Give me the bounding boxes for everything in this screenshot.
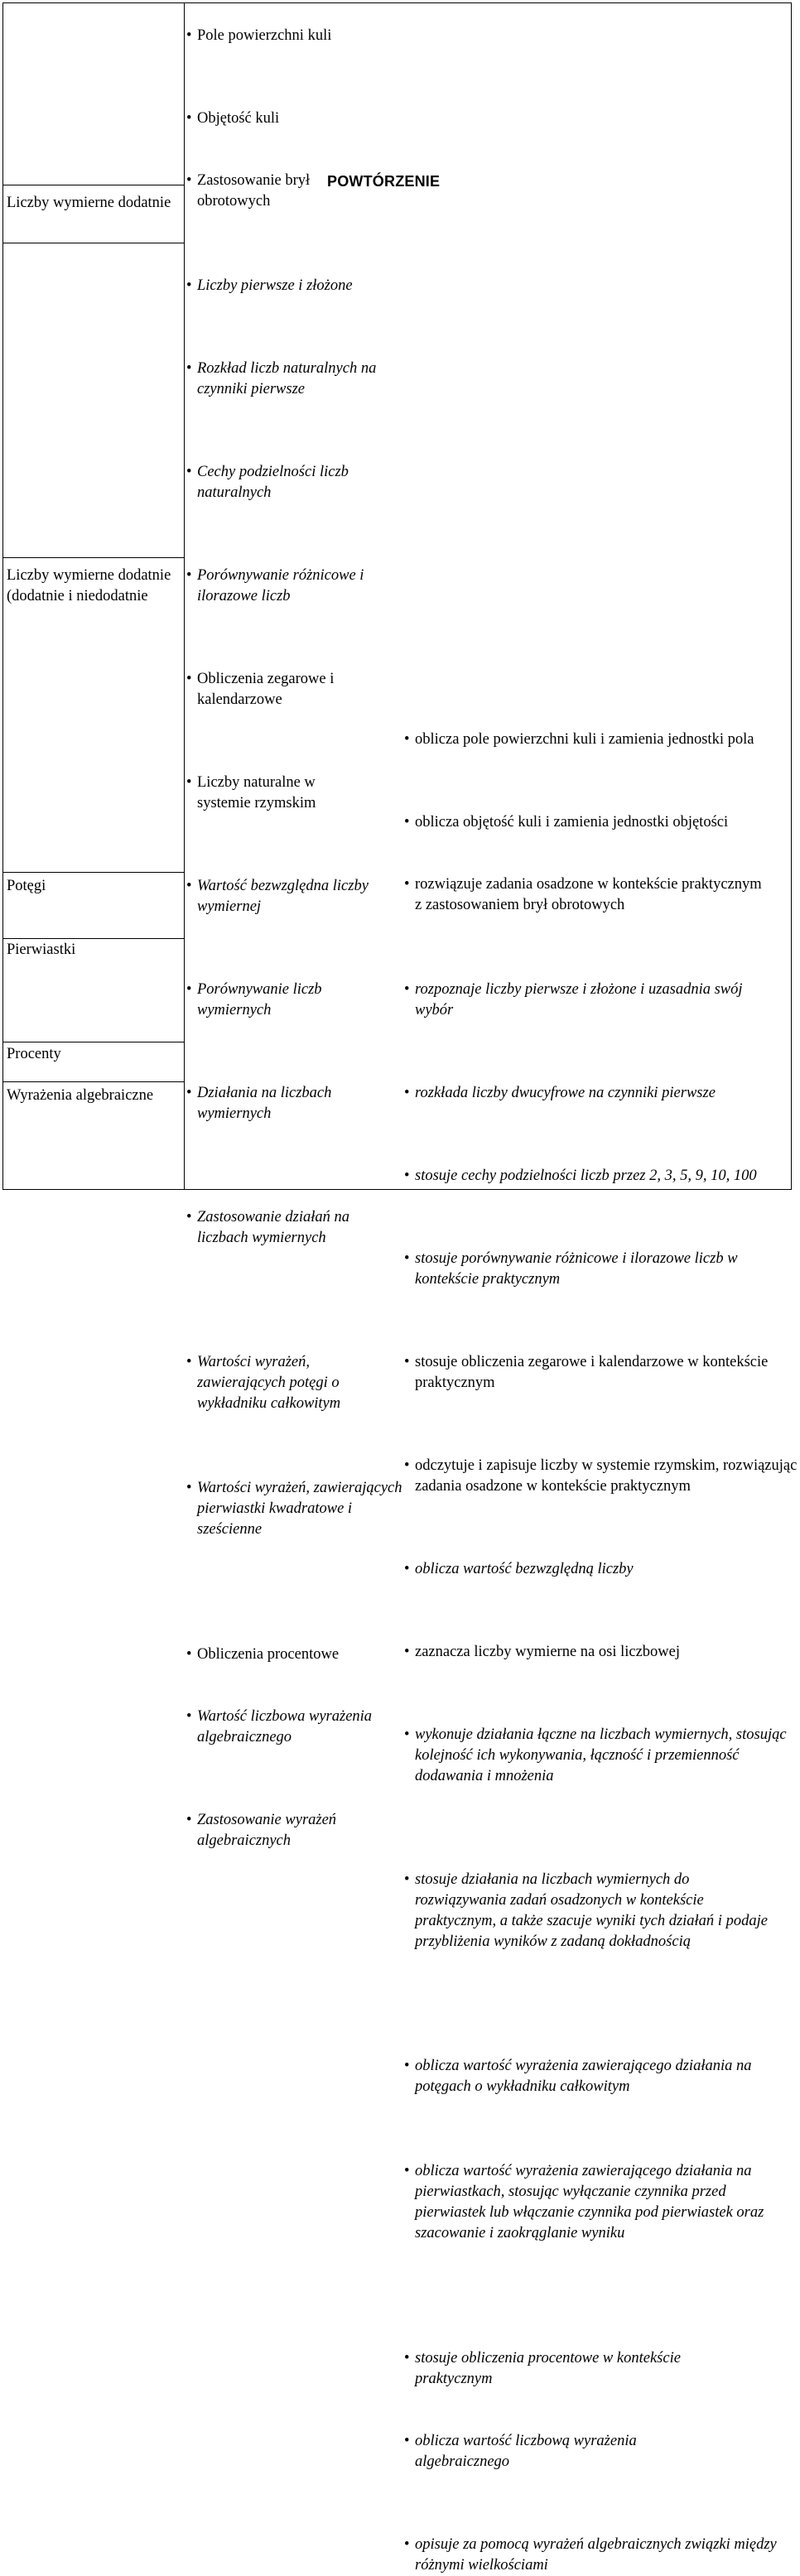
topic-item: • Porównywanie liczb wymiernych bbox=[186, 980, 363, 1021]
topic-item: • Obliczenia zegarowe i kalendarzowe bbox=[186, 669, 379, 710]
requirement-item: • stosuje cechy podzielności liczb przez 2, 3, 5, 9, 10, 100 bbox=[404, 1166, 800, 1187]
row-divider bbox=[2, 1081, 185, 1082]
topic-item: • Objętość kuli bbox=[186, 108, 408, 129]
requirement-item: • stosuje działania na liczbach wymiernych do rozwiązywania zadań osadzonych w kontekście praktycznym, a także szacuje wyniki tych działań i podaje przybliżenia wyników z zadaną dokładnością bbox=[404, 1870, 779, 1952]
topic-item: • Wartości wyrażeń, zawierających pierwiastki kwadratowe i sześcienne bbox=[186, 1478, 404, 1540]
requirement-item: • opisuje za pomocą wyrażeń algebraicznych związki między różnymi wielkościami bbox=[404, 2535, 800, 2576]
topic-item: • Liczby naturalne w systemie rzymskim bbox=[186, 773, 359, 814]
topic-item: • Zastosowanie wyrażeń algebraicznych bbox=[186, 1810, 388, 1851]
topic-item: • Wartość liczbowa wyrażenia algebraicznego bbox=[186, 1707, 408, 1748]
requirement-item: • oblicza objętość kuli i zamienia jednostki objętości bbox=[404, 812, 800, 833]
column-divider bbox=[184, 2, 185, 1190]
requirement-item: • zaznacza liczby wymierne na osi liczbowej bbox=[404, 1642, 800, 1663]
requirement-item: • wykonuje działania łączne na liczbach wymiernych, stosując kolejność ich wykonywania, łączność i przemienność dodawania i mnożenia bbox=[404, 1725, 800, 1787]
requirement-item: • odczytuje i zapisuje liczby w systemie rzymskim, rozwiązując zadania osadzone w kontekście praktycznym bbox=[404, 1456, 800, 1497]
category-cell: Potęgi bbox=[7, 878, 46, 894]
topic-item: • Zastosowanie działań na liczbach wymiernych bbox=[186, 1207, 396, 1249]
row-divider bbox=[2, 872, 185, 873]
topic-item: • Działania na liczbach wymiernych bbox=[186, 1083, 379, 1124]
requirement-item: • stosuje porównywanie różnicowe i ilorazowe liczb w kontekście praktycznym bbox=[404, 1249, 800, 1290]
topic-item: • Obliczenia procentowe bbox=[186, 1644, 408, 1665]
topic-item: • Wartość bezwzględna liczby wymiernej bbox=[186, 876, 375, 917]
row-divider bbox=[2, 938, 185, 939]
category-cell: Procenty bbox=[7, 1046, 61, 1062]
requirement-item: • rozwiązuje zadania osadzone w kontekście praktycznym z zastosowaniem brył obrotowych bbox=[404, 874, 771, 916]
topic-item: • Porównywanie różnicowe i ilorazowe liczb bbox=[186, 566, 408, 607]
row-divider bbox=[2, 557, 185, 558]
topic-item: • Cechy podzielności liczb naturalnych bbox=[186, 462, 396, 503]
topic-item: • Wartości wyrażeń, zawierających potęgi o wykładniku całkowitym bbox=[186, 1352, 388, 1414]
requirement-item: • rozkłada liczby dwucyfrowe na czynniki pierwsze bbox=[404, 1083, 800, 1104]
requirement-item: • oblicza wartość wyrażenia zawierającego działania na pierwiastkach, stosując wyłączanie czynnika przed pierwiastek lub włączanie czynnika pod pierwiastek oraz szacowanie i zaokrąglanie wyniku bbox=[404, 2161, 800, 2244]
category-cell: Pierwiastki bbox=[7, 941, 76, 958]
requirement-item: • oblicza wartość liczbową wyrażenia algebraicznego bbox=[404, 2431, 696, 2472]
category-cell: Liczby wymierne dodatnie bbox=[7, 195, 171, 211]
topic-item: • Rozkład liczb naturalnych na czynniki pierwsze bbox=[186, 359, 404, 400]
requirement-item: • oblicza wartość bezwzględną liczby bbox=[404, 1559, 800, 1580]
requirement-item: • oblicza wartość wyrażenia zawierającego działania na potęgach o wykładniku całkowitym bbox=[404, 2056, 779, 2097]
requirement-item: • rozpoznaje liczby pierwsze i złożone i uzasadnia swój wybór bbox=[404, 980, 779, 1021]
requirement-item: • stosuje obliczenia zegarowe i kalendarzowe w kontekście praktycznym bbox=[404, 1352, 800, 1394]
requirement-item: • oblicza pole powierzchni kuli i zamienia jednostki pola bbox=[404, 729, 800, 750]
requirement-item: • stosuje obliczenia procentowe w kontekście praktycznym bbox=[404, 2348, 746, 2390]
topic-item: • Liczby pierwsze i złożone bbox=[186, 276, 408, 296]
topic-item: • Zastosowanie brył obrotowych bbox=[186, 171, 350, 212]
topic-item: • Pole powierzchni kuli bbox=[186, 26, 408, 46]
category-cell: Wyrażenia algebraiczne bbox=[7, 1087, 154, 1104]
section-header: POWTÓRZENIE bbox=[327, 173, 441, 190]
category-cell: Liczby wymierne dodatnie (dodatnie i niedodatnie bbox=[7, 567, 171, 604]
